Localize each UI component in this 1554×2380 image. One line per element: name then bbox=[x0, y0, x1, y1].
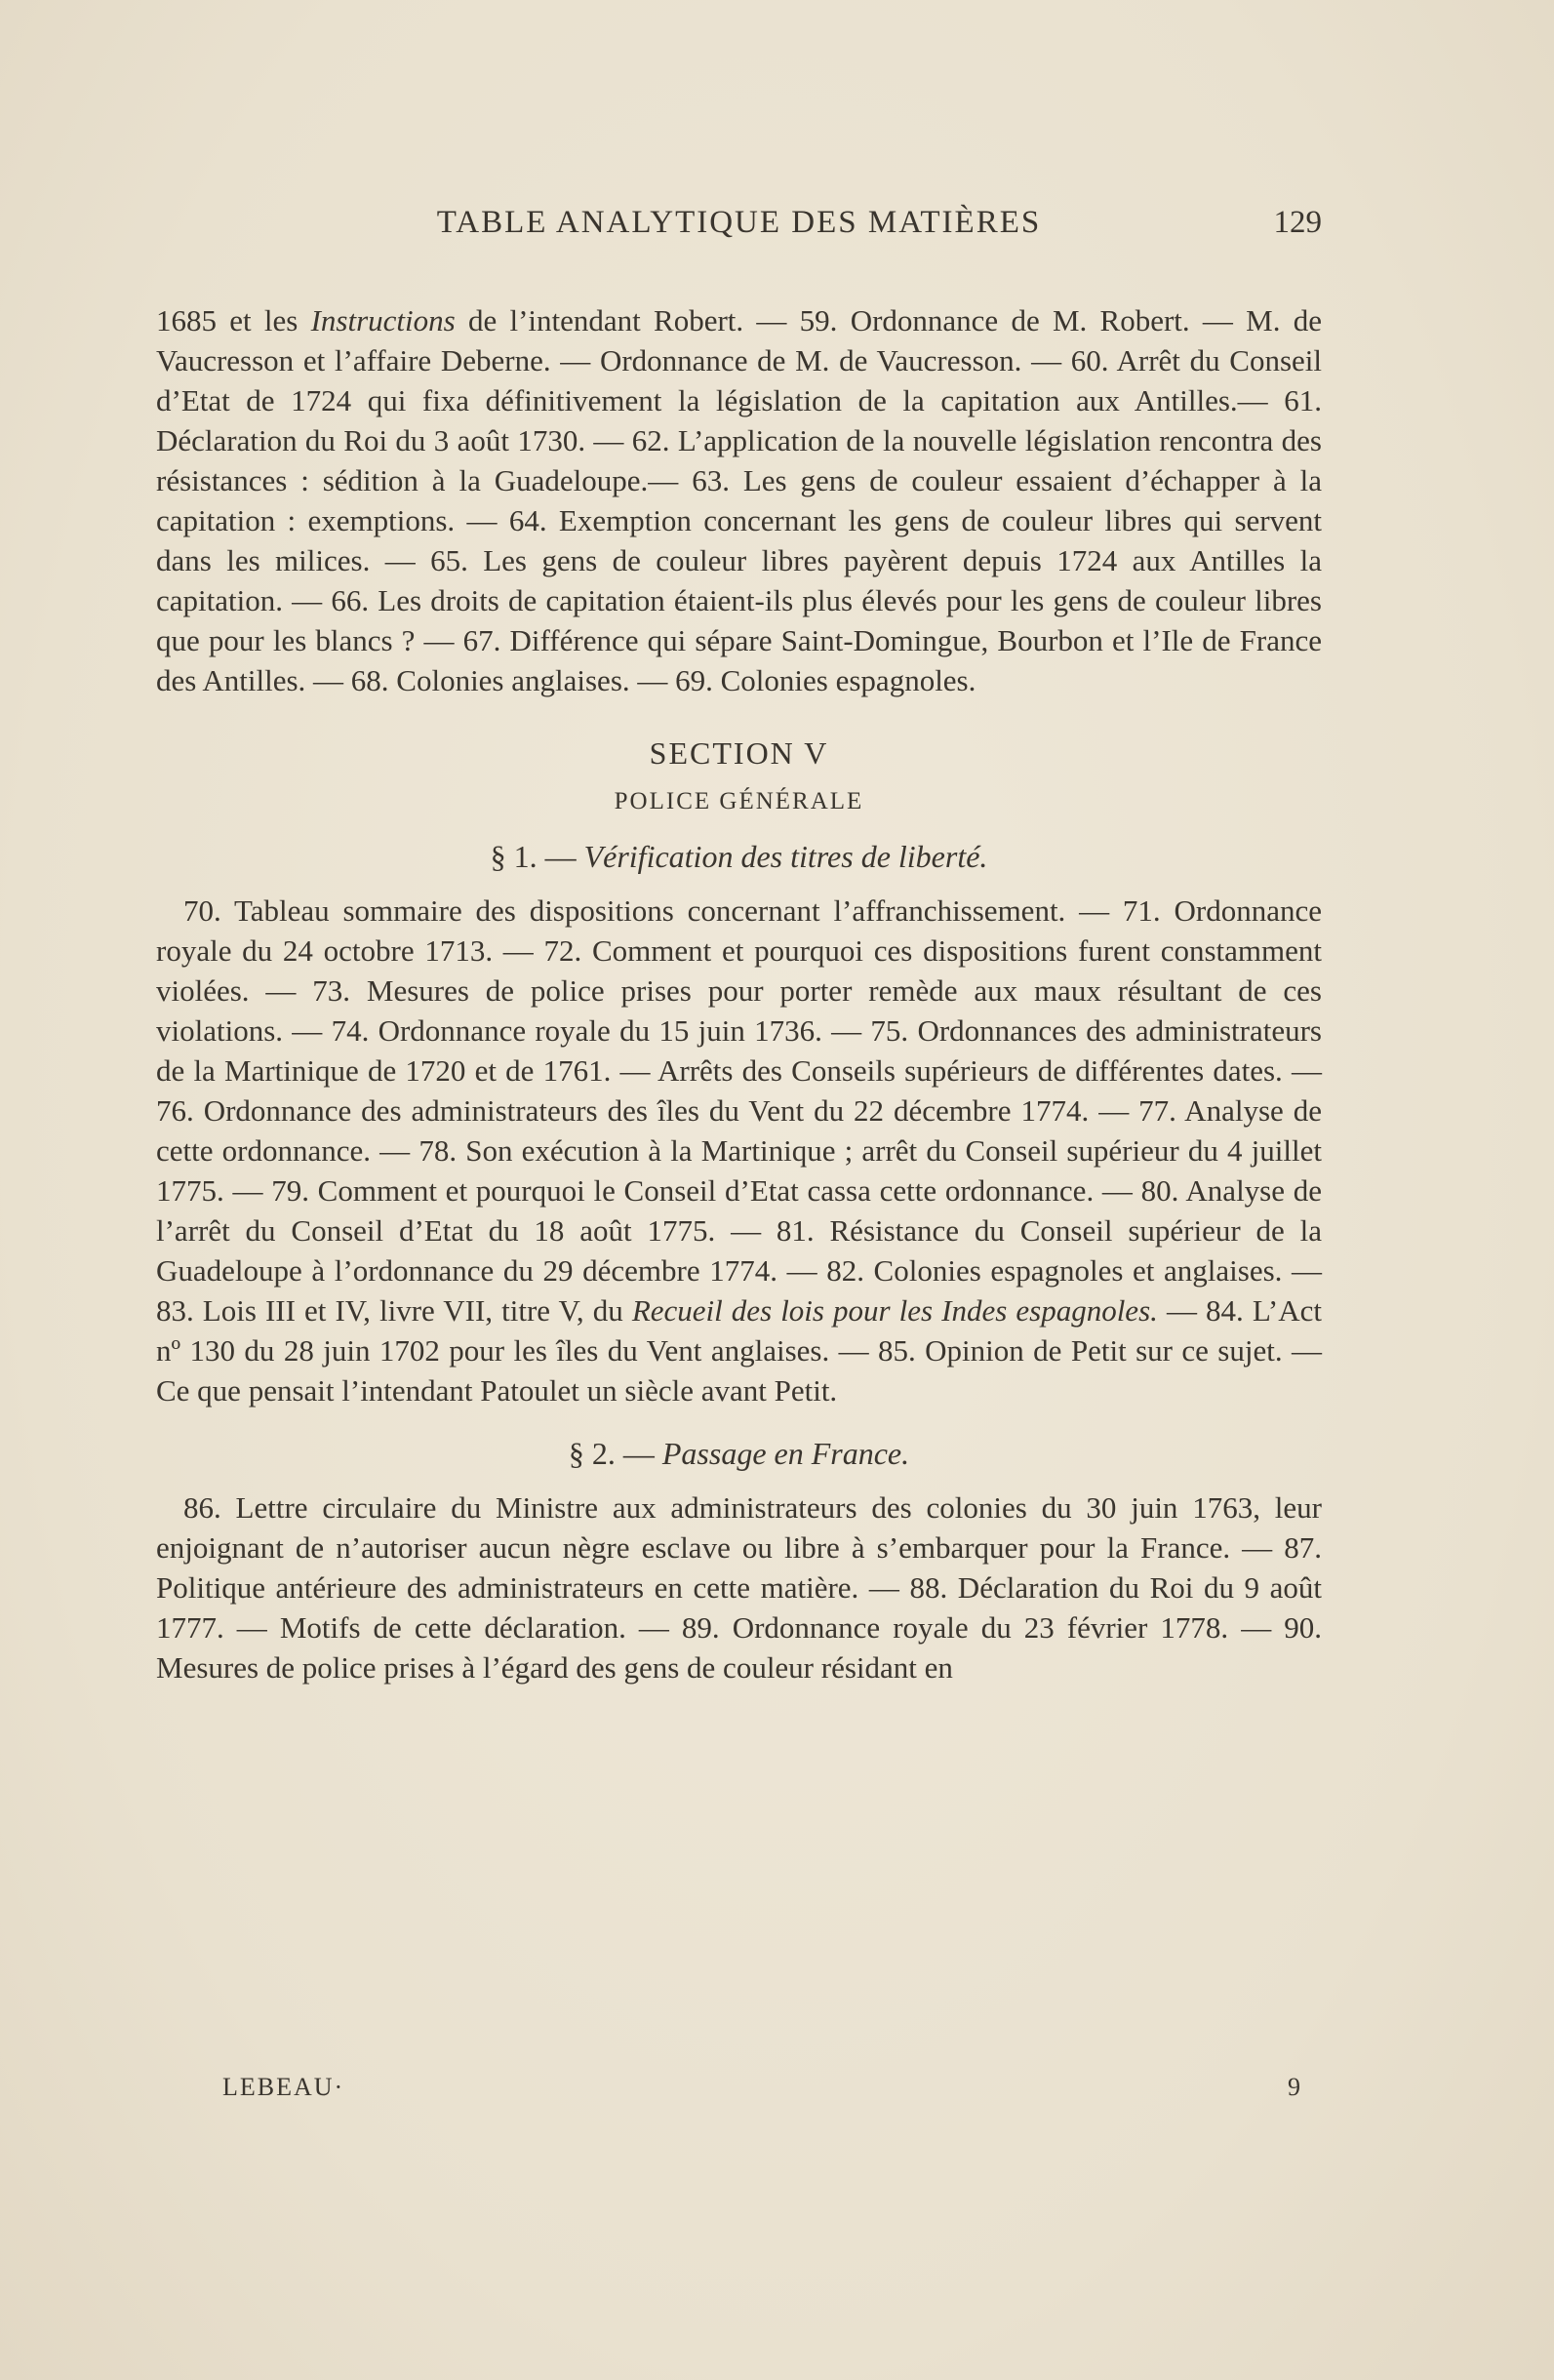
subsection-2-heading bbox=[156, 1434, 1322, 1474]
section4-continuation-paragraph bbox=[156, 300, 1322, 700]
paragraph-text: 70. Tableau sommaire des dispositions concernant l’affranchissement. — 71. Ordonnance royale du 24 octobre 1713. — 72. Comment et pourquoi ces dispositions furent constamment violées. — 73. Mesures de police prises pour porter remède aux maux résultant de ces violations. — 74. Ordonnance royale du 15 juin 1736. — 75. Ordonnances des administrateurs de la Martinique de 1720 et de 1761. — Arrêts des Conseils supérieurs de différentes dates. — 76. Ordonnance des administrateurs des îles du Vent du 22 décembre 1774. — 77. Analyse de cette ordonnance. — 78. Son exécution à la Martinique ; arrêt du Conseil supérieur du 4 juillet 1775. — 79. Comment et pourquoi le Conseil d’Etat cassa cette ordonnance. — 80. Analyse de l’arrêt du Conseil d’Etat du 18 août 1775. — 81. Résistance du Conseil supérieur de la Guadeloupe à l’ordonnance du 29 décembre 1774. — 82. Colonies espagnoles et anglaises. — 83. Lois III et IV, livre VII, titre V, du bbox=[156, 893, 1322, 1328]
page-number: 129 bbox=[1273, 205, 1322, 240]
subsection-title: Passage en France. bbox=[661, 1436, 910, 1471]
page-footer bbox=[222, 2073, 1300, 2112]
paragraph-text: 1685 et les bbox=[156, 303, 311, 337]
running-title: TABLE ANALYTIQUE DES MATIÈRES bbox=[436, 205, 1042, 240]
subsection-2-paragraph: 86. Lettre circulaire du Ministre aux administrateurs des colonies du 30 juin 1763, leur enjoignant de n’autoriser aucun nègre esclave ou libre à s’embarquer pour la France. — 87. Politique antérieure des administrateurs en cette matière. — 88. Déclaration du Roi du 9 août 1777. — Motifs de cette déclaration. — 89. Ordonnance royale du 23 février 1778. — 90. Mesures de police prises à l’égard des gens de couleur résidant en bbox=[156, 1490, 1322, 1685]
paragraph-text: de l’intendant Robert. — 59. Ordonnance de M. Robert. — M. de Vaucresson et l’affaire Deberne. — Ordonnance de M. de Vaucresson. — 60. Arrêt du Conseil d’Etat de 1724 qui fixa définitivement la législation de la capitation aux Antilles.— 61. Déclaration du Roi du 3 août 1730. — 62. L’application de la nouvelle législation rencontra des résistances : sédition à la Guadeloupe.— 63. Les gens de couleur essaient d’échapper à la capitation : exemptions. — 64. Exemption concernant les gens de couleur libres qui servent dans les milices. — 65. Les gens de couleur libres payèrent depuis 1724 aux Antilles la capitation. — 66. Les droits de capitation étaient-ils plus élevés pour les gens de couleur libres que pour les blancs ? — 67. Différence qui sépare Saint-Domingue, Bourbon et l’Ile de France des Antilles. — 68. Colonies anglaises. — 69. Colonies espagnoles. bbox=[156, 303, 1322, 697]
page-header bbox=[156, 201, 1322, 250]
printer-signature: LEBEAU· bbox=[222, 2073, 345, 2101]
italic-title: Instructions bbox=[310, 303, 456, 337]
subsection-title: Vérification des titres de liberté. bbox=[583, 839, 988, 874]
section-heading: SECTION V bbox=[649, 735, 829, 771]
paragraph-text: — 84. L’Act nº 130 du 28 juin 1702 pour les îles du Vent anglaises. — 85. Opinion de Petit sur ce sujet. — Ce que pensait l’intendant Patoulet un siècle avant Petit. bbox=[156, 1293, 1322, 1408]
subsection-1-paragraph bbox=[156, 891, 1322, 1410]
sheet-number: 9 bbox=[1288, 2073, 1300, 2101]
subsection-1-heading bbox=[156, 837, 1322, 877]
section-subheading: POLICE GÉNÉRALE bbox=[614, 788, 864, 814]
subsection-number: § 1. — bbox=[490, 839, 584, 874]
subsection-number: § 2. — bbox=[568, 1436, 662, 1471]
italic-title: Recueil des lois pour les Indes espagnoles. bbox=[631, 1293, 1158, 1328]
page-body bbox=[156, 300, 1322, 1687]
